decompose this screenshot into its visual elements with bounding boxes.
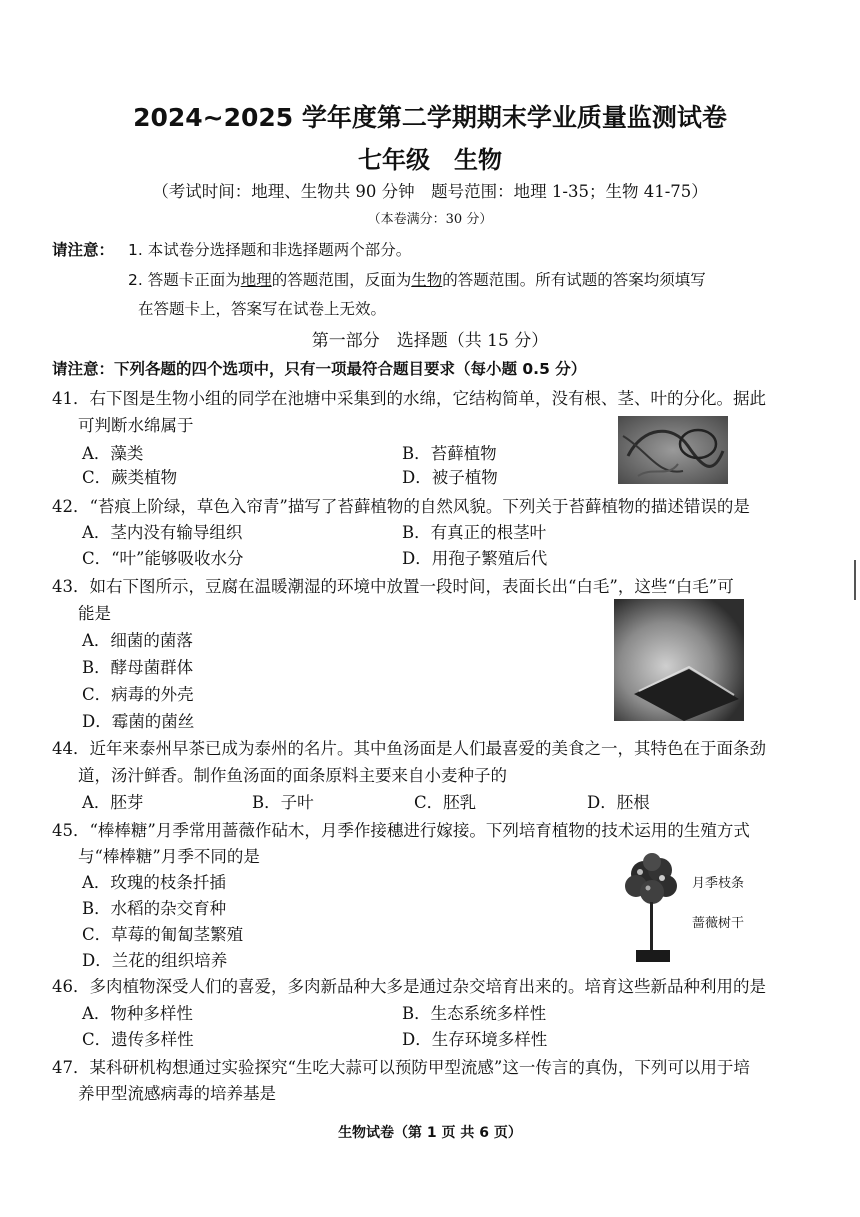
q45-option-b: B．水稻的杂交育种 (82, 899, 227, 918)
q41-option-b: B．苔藓植物 (402, 444, 497, 463)
question-47-line-2: 养甲型流感病毒的培养基是 (78, 1084, 276, 1103)
q46-option-d: D．生存环境多样性 (402, 1030, 548, 1049)
question-41-line-2: 可判断水绵属于 (78, 416, 194, 435)
question-44-line-2: 道，汤汁鲜香。制作鱼汤面的面条原料主要来自小麦种子的 (78, 766, 507, 785)
question-47-line-1: 47．某科研机构想通过实验探究“生吃大蒜可以预防甲型流感”这一传言的真伪，下列可以用于培 (52, 1058, 750, 1077)
q44-option-d: D．胚根 (587, 793, 650, 812)
exam-subtitle: 七年级 生物 (358, 146, 502, 174)
notice-item-2 (128, 269, 706, 291)
question-45-line-2: 与“棒棒糖”月季不同的是 (78, 847, 260, 866)
scan-edge-mark (854, 560, 856, 600)
q43-option-b: B．酵母菌群体 (82, 658, 194, 677)
section-heading: 第一部分 选择题（共 15 分） (311, 331, 549, 351)
notice-biology: 生物 (411, 271, 443, 289)
moldy-tofu-photo (614, 599, 744, 721)
q43-option-d: D．霉菌的菌丝 (82, 712, 195, 731)
exam-title: 2024~2025 学年度第二学期期末学业质量监测试卷 (133, 103, 727, 132)
q44-option-b: B．子叶 (252, 793, 314, 812)
label-wild-rose-stock: 蔷薇树干 (692, 916, 745, 931)
label-rose-scion: 月季枝条 (692, 876, 745, 891)
notice-item-2-b: 的答题范围，反面为 (271, 271, 412, 289)
q44-option-a: A．胚芽 (82, 793, 144, 812)
notice-item-2-c: 的答题范围。所有试题的答案均须填写 (442, 271, 706, 289)
q42-option-d: D．用孢子繁殖后代 (402, 549, 548, 568)
q46-option-c: C．遗传多样性 (82, 1030, 194, 1049)
notice-item-2-line-2: 在答题卡上，答案写在试卷上无效。 (138, 300, 387, 318)
question-44-line-1: 44．近年来泰州早茶已成为泰州的名片。其中鱼汤面是人们最喜爱的美食之一，其特色在于面条劲 (52, 739, 766, 758)
question-43-line-1: 43．如右下图所示，豆腐在温暖潮湿的环境中放置一段时间，表面长出“白毛”，这些“白毛”可 (52, 577, 734, 596)
exam-meta: （考试时间：地理、生物共 90 分钟 题号范围：地理 1-35；生物 41-75） (152, 182, 708, 201)
q45-option-d: D．兰花的组织培养 (82, 951, 228, 970)
page-footer: 生物试卷（第 1 页 共 6 页） (338, 1125, 522, 1141)
question-45-line-1: 45．“棒棒糖”月季常用蔷薇作砧木，月季作接穗进行嫁接。下列培育植物的技术运用的生殖方式 (52, 821, 750, 840)
exam-score: （本卷满分：30 分） (367, 212, 493, 227)
notice-geography: 地理 (240, 271, 272, 289)
notice-item-2-a: 2. 答题卡正面为 (128, 271, 241, 289)
section-instruction: 请注意：下列各题的四个选项中，只有一项最符合题目要求（每小题 0.5 分） (52, 360, 587, 378)
q43-option-a: A．细菌的菌落 (82, 631, 193, 650)
q44-option-c: C．胚乳 (414, 793, 477, 812)
q43-option-c: C．病毒的外壳 (82, 685, 194, 704)
question-41-line-1: 41．右下图是生物小组的同学在池塘中采集到的水绵，它结构简单，没有根、茎、叶的分化。据此 (52, 389, 766, 408)
q41-option-c: C．蕨类植物 (82, 468, 178, 487)
q42-option-c: C．“叶”能够吸收水分 (82, 549, 244, 568)
q41-option-d: D．被子植物 (402, 468, 498, 487)
question-43-line-2: 能是 (78, 604, 111, 623)
q46-option-b: B．生态系统多样性 (402, 1004, 547, 1023)
question-42-line-1: 42．“苔痕上阶绿，草色入帘青”描写了苔藓植物的自然风貌。下列关于苔藓植物的描述错误的是 (52, 497, 750, 516)
grafted-rose-figure (618, 852, 688, 964)
q45-option-c: C．草莓的匍匐茎繁殖 (82, 925, 244, 944)
q45-option-a: A．玫瑰的枝条扦插 (82, 873, 226, 892)
q46-option-a: A．物种多样性 (82, 1004, 193, 1023)
q42-option-a: A．茎内没有输导组织 (82, 523, 243, 542)
notice-label: 请注意： (52, 241, 115, 259)
q42-option-b: B．有真正的根茎叶 (402, 523, 547, 542)
question-46-line-1: 46．多肉植物深受人们的喜爱，多肉新品种大多是通过杂交培育出来的。培育这些新品种利用的是 (52, 977, 766, 996)
notice-item-1: 1. 本试卷分选择题和非选择题两个部分。 (128, 241, 412, 259)
spirogyra-photo (618, 416, 728, 484)
q41-option-a: A．藻类 (82, 444, 144, 463)
